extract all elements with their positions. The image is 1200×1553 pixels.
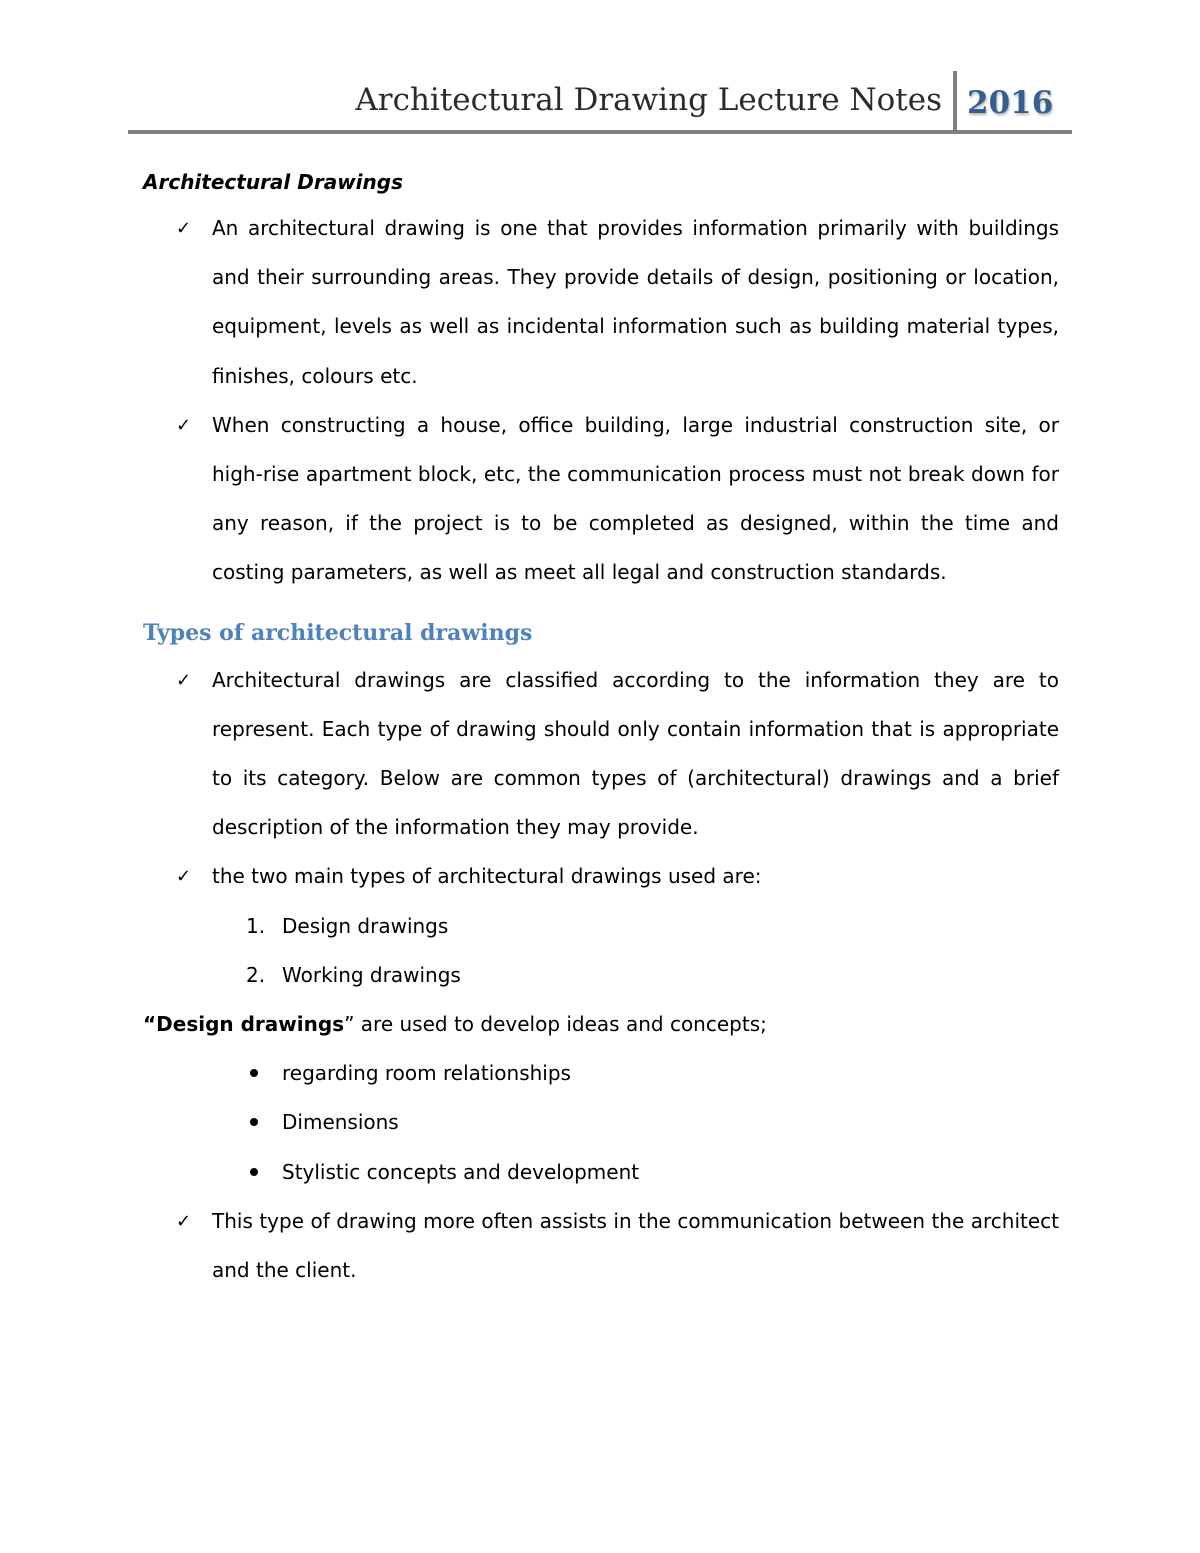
bullet-icon bbox=[250, 1118, 258, 1126]
section-heading-types: Types of architectural drawings bbox=[143, 619, 533, 646]
numbered-item bbox=[143, 951, 1059, 1000]
bullet-item-text: regarding room relationships bbox=[282, 1061, 571, 1086]
checkmark-icon: ✓ bbox=[176, 1210, 192, 1232]
header-divider bbox=[953, 71, 957, 133]
list-item bbox=[143, 204, 1059, 401]
header-year: 2016 bbox=[967, 85, 1054, 121]
number-marker: 2. bbox=[246, 962, 266, 987]
bullet-item-text: Dimensions bbox=[282, 1110, 399, 1135]
bullet-item bbox=[143, 1098, 1059, 1147]
bullet-icon bbox=[250, 1069, 258, 1077]
section-title-architectural-drawings: Architectural Drawings bbox=[143, 170, 403, 194]
list-item-text: This type of drawing more often assists in the communication between the architect and the client. bbox=[212, 1208, 1059, 1283]
numbered-item bbox=[143, 902, 1059, 951]
document-body bbox=[143, 160, 1059, 1295]
open-quote: “ bbox=[143, 1012, 157, 1037]
list-item bbox=[143, 401, 1059, 598]
numbered-item-text: Working drawings bbox=[282, 962, 461, 987]
checkmark-icon: ✓ bbox=[176, 669, 192, 691]
checkmark-icon: ✓ bbox=[176, 218, 192, 239]
checkmark-icon: ✓ bbox=[176, 866, 192, 888]
bullet-icon bbox=[250, 1168, 258, 1176]
list-item-text: When constructing a house, office building, large industrial construction site, or high-rise apartment block, etc, the communication process must not break down for any reason, if the project is to be completed as designed, within the time and costing parameters, as well as meet all legal and construction standards. bbox=[212, 412, 1059, 585]
bullet-item bbox=[143, 1049, 1059, 1098]
bullet-item-text: Stylistic concepts and development bbox=[282, 1159, 640, 1184]
number-marker: 1. bbox=[246, 913, 266, 938]
list-item bbox=[143, 1197, 1059, 1295]
list-item-text: Architectural drawings are classified according to the information they are to represent. Each type of drawing should only contain information that is appropriate to its category. Below are common types of (architectural) drawings and a brief description of the information they may provide. bbox=[212, 667, 1059, 840]
header-rule bbox=[128, 130, 1072, 134]
design-drawings-term: Design drawings bbox=[156, 1012, 345, 1037]
list-item-text: the two main types of architectural drawings used are: bbox=[212, 864, 762, 889]
bullet-item bbox=[143, 1148, 1059, 1197]
design-drawings-intro bbox=[143, 1000, 1059, 1049]
page-header bbox=[0, 0, 1200, 140]
design-drawings-rest: ” are used to develop ideas and concepts; bbox=[344, 1012, 767, 1037]
checkmark-icon: ✓ bbox=[176, 414, 192, 436]
list-item bbox=[143, 656, 1059, 853]
list-item-text: An architectural drawing is one that provides information primarily with buildings and their surrounding areas. They provide details of design, positioning or location, equipment, levels as well as incidental information such as building material types, finishes, colours etc. bbox=[212, 216, 1059, 388]
numbered-item-text: Design drawings bbox=[282, 913, 449, 938]
list-item bbox=[143, 852, 1059, 901]
header-title: Architectural Drawing Lecture Notes bbox=[355, 82, 942, 118]
